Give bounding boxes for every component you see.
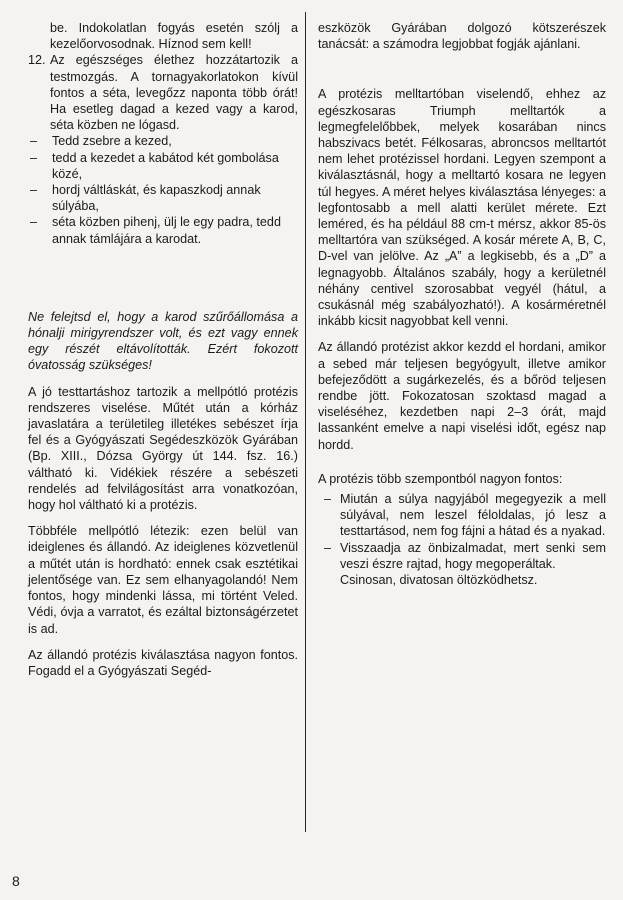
bullet-text: séta közben pihenj, ülj le egy padra, tedd annak támlájára a karodat. [52,215,281,246]
bullet-text: hordj váltláskát, és kapaszkodj annak súlyába, [52,183,261,214]
paragraph: A protézis több szempontból nagyon fontos: [318,471,563,486]
closing-line: Csinosan, divatosan öltözködhetsz. [340,573,538,588]
paragraph: Többféle mellpótló létezik: ezen belül van ideiglenes és állandó. Az ideiglenes közvetlenül a műtét után is hordható: ennek csak esztétikai jelentősége van. Ez sem elhanyagolandó! Nem fontos, hogy mindenki lássa, mi történt Veled. Védi, óvja a varratot, és ezáltal biztonságérzetet is ad. [28,524,298,636]
bullet-item [28,133,298,149]
bullet-item [318,540,606,572]
dash-marker: – [30,183,38,198]
intro-continuation: be. Indokolatlan fogyás esetén szólj a kezelőorvosodnak. Híznod sem kell! [50,21,298,52]
bullet-text: tedd a kezedet a kabátod két gombolása közé, [52,150,279,181]
column-divider [305,12,306,832]
bullet-item [28,150,298,182]
numbered-item-12 [28,52,298,133]
right-column [318,20,606,588]
dash-marker: – [324,540,332,555]
bullet-item [28,214,298,246]
item-number: 12. [28,53,46,68]
bullet-item [28,182,298,214]
item-text: Az egészséges élethez hozzátartozik a testmozgás. A tornagyakorlatokon kívül fontos a séta, levegőzz naponta több órát! Ha esetleg dagad a kezed vagy a karod, séta közben ne lógasd. [50,53,298,133]
page-number: 8 [12,873,20,889]
bullet-text: Tedd zsebre a kezed, [52,134,172,149]
left-column [28,20,298,679]
italic-warning-note: Ne felejtsd el, hogy a karod szűrőállomása a hónalji mirigyrendszer volt, és ezt vagy ennek egy részét eltávolították. Ezért fokozott óvatosság szükséges! [28,309,298,373]
paragraph: A protézis melltartóban viselendő, ehhez az egészkosaras Triumph melltartók a legmegfelelőbbek, melyek kosarában nincs habszivacs betét. Félkosaras, abroncsos melltartót nem lehet protézissel hordani. Legyen szempont a kiválasztásnál, hogy a melltartó kosara ne legyen túl hegyes. A méret helyes kiválasztása lényeges: a legfontosabb a mell alatti kerület mérete. Ezt leméred, és ha például 88 cm-t mérsz, akkor 85-ös melltartóra van szükséged. A kosár mérete A, B, C, D-vel van jelölve. Az „A” a legkisebb, és a „D” a legnagyobb. Általános szabály, hogy a kerületnél néhány centivel szorosabbat vegyél (hátul, a csukásnál még szabályozható!). A kosárméretnél inkább kicsit nagyobbat kell venni. [318,87,606,329]
paragraph: Az állandó protézis kiválasztása nagyon fontos. Fogadd el a Gyógyászati Segéd- [28,647,298,678]
paragraph: Az állandó protézist akkor kezdd el hordani, amikor a sebed már teljesen begyógyult, illetve amikor befejeződött a sugárkezelés, és a bőröd teljesen rendbe jött. Fokozatosan szoktasd magad a viseléséhez, kezdetben napi 2–3 órát, majd lassanként emelve a napi viselési időt, egész nap hordd. [318,340,606,452]
dash-marker: – [30,215,38,230]
dash-marker: – [30,134,38,149]
bullet-text: Miután a súlya nagyjából megegyezik a mell súlyával, nem leszel féloldalas, jó lesz a testtartásod, nem fog fájni a hátad és a nyakad. [340,492,606,539]
dash-marker: – [30,150,38,165]
bullet-text: Visszaadja az önbizalmadat, mert senki sem veszi észre rajtad, hogy megoperáltak. [340,540,606,571]
bullet-item [318,491,606,540]
dash-marker: – [324,492,332,507]
paragraph: eszközök Gyárában dolgozó kötszerészek tanácsát: a számodra legjobbat fogják ajánlani. [318,21,606,52]
paragraph: A jó testtartáshoz tartozik a mellpótló protézis rendszeres viselése. Műtét után a kórház javaslatára a területileg illetékes sebészet írja fel és a Gyógyászati Segédeszközök Gyárában (Bp. XIII., Dózsa György út 144. fsz. 16.) váltható ki. Vidékiek részére a sebészeti rendelés ad felvilágosítást arra vonatkozóan, hogy hol váltható ki a protézis. [28,384,298,513]
